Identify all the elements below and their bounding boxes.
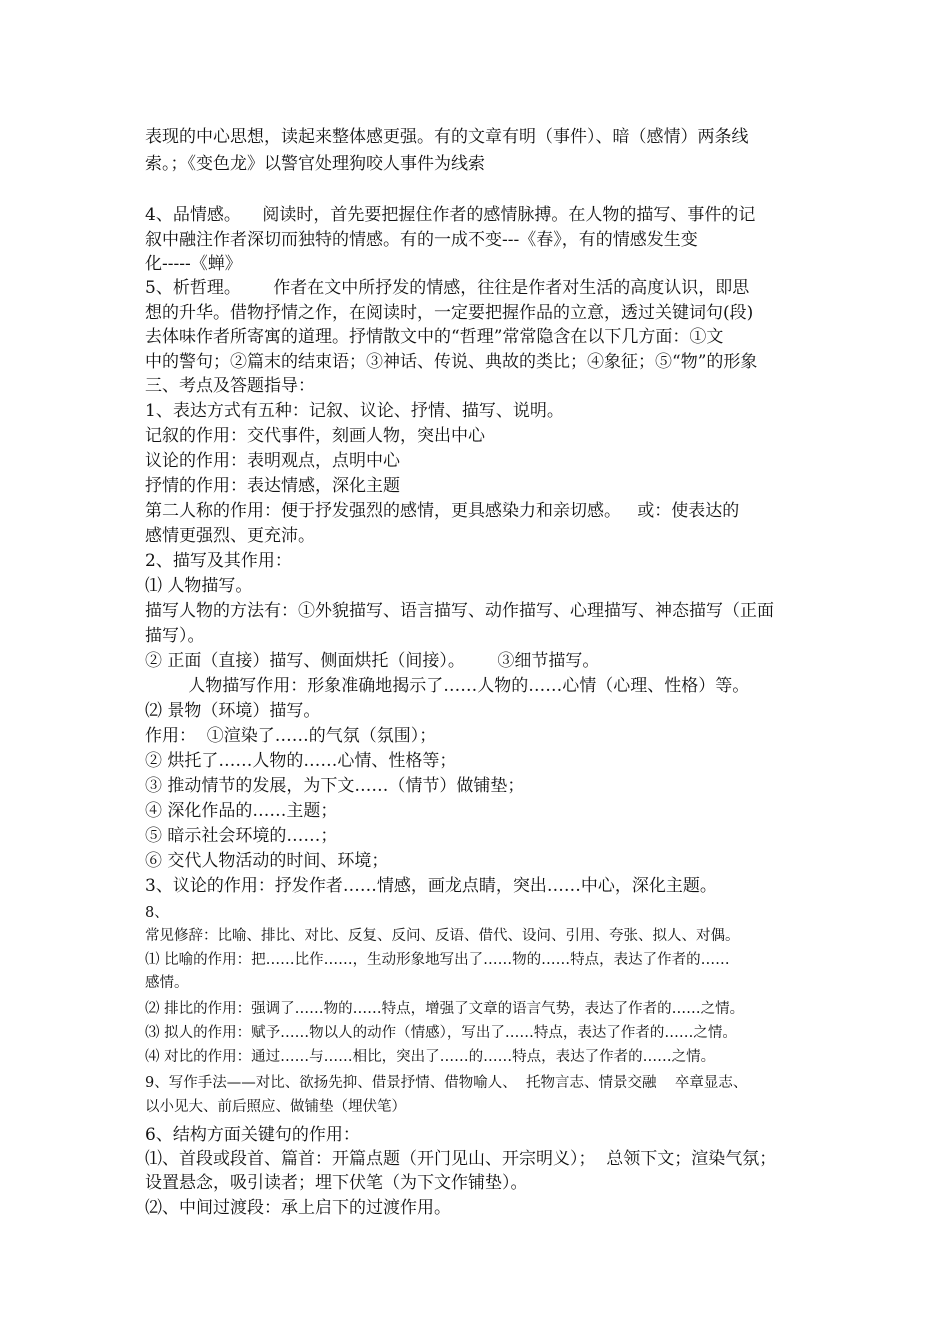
text-line: 表现的中心思想，读起来整体感更强。有的文章有明（事件）、暗（感情）两条线 bbox=[145, 127, 749, 147]
text-line: 感情。 bbox=[145, 975, 189, 991]
text-line: 9、写作手法——对比、欲扬先抑、借景抒情、借物喻人、 托物言志、情景交融 卒章显志、 bbox=[145, 1075, 748, 1091]
text-line: ④ 深化作品的……主题； bbox=[145, 801, 338, 821]
text-line: 索。；《变色龙》以警官处理狗咬人事件为线索 bbox=[145, 154, 485, 174]
text-line: 作用： ①渲染了……的气氛（氛围）； bbox=[145, 726, 437, 746]
text-line: 3、议论的作用：抒发作者……情感，画龙点睛，突出……中心，深化主题。 bbox=[145, 876, 717, 896]
text-line: 2、描写及其作用： bbox=[145, 551, 292, 571]
text-line: 设置悬念，吸引读者；埋下伏笔（为下文作铺垫）。 bbox=[145, 1173, 528, 1193]
text-line: 抒情的作用：表达情感，深化主题 bbox=[145, 476, 400, 496]
text-line: 议论的作用：表明观点，点明中心 bbox=[145, 451, 400, 471]
text-line: 6、结构方面关键句的作用： bbox=[145, 1125, 360, 1145]
text-line: ⑶ 拟人的作用：赋予……物以人的动作（情感），写出了……特点，表达了作者的……之情。 bbox=[145, 1025, 737, 1041]
text-line: ⑵ 排比的作用：强调了……物的……特点，增强了文章的语言气势，表达了作者的……之情。 bbox=[145, 1001, 745, 1017]
text-line: ⑴ 人物描写。 bbox=[145, 576, 253, 596]
text-line: 描写）。 bbox=[145, 626, 205, 646]
text-line: 记叙的作用：交代事件，刻画人物，突出中心 bbox=[145, 426, 485, 446]
text-line: 8、 bbox=[145, 905, 169, 921]
section-heading: 三、考点及答题指导： bbox=[145, 376, 315, 396]
text-line: 去体味作者所寄寓的道理。抒情散文中的“哲理”常常隐含在以下几方面：①文 bbox=[145, 327, 724, 347]
text-line: 5、析哲理。 作者在文中所抒发的情感，往往是作者对生活的高度认识，即思 bbox=[145, 278, 750, 298]
text-line: ⑤ 暗示社会环境的……； bbox=[145, 826, 338, 846]
text-line: 人物描写作用：形象准确地揭示了……人物的……心情（心理、性格）等。 bbox=[145, 676, 750, 696]
text-line: ⑵ 景物（环境）描写。 bbox=[145, 701, 321, 721]
text-line: 想的升华。借物抒情之作，在阅读时，一定要把握作品的立意，透过关键词句(段) bbox=[145, 303, 754, 323]
text-line: 感情更强烈、更充沛。 bbox=[145, 526, 315, 546]
text-line: 叙中融注作者深切而独特的情感。有的一成不变---《春》，有的情感发生变 bbox=[145, 230, 698, 250]
text-line: ⑴、首段或段首、篇首：开篇点题（开门见山、开宗明义）； 总领下文；渲染气氛； bbox=[145, 1149, 777, 1169]
text-line: 4、品情感。 阅读时，首先要把握住作者的感情脉搏。在人物的描写、事件的记 bbox=[145, 205, 756, 225]
text-line: 1、表达方式有五种：记叙、议论、抒情、描写、说明。 bbox=[145, 401, 564, 421]
text-line: 常见修辞：比喻、排比、对比、反复、反问、反语、借代、设问、引用、夸张、拟人、对偶。 bbox=[145, 928, 740, 944]
text-line: ⑴ 比喻的作用：把……比作……，生动形象地写出了……物的……特点，表达了作者的…… bbox=[145, 952, 730, 968]
text-line: ⑵、中间过渡段：承上启下的过渡作用。 bbox=[145, 1198, 451, 1218]
text-line: ⑷ 对比的作用：通过……与……相比，突出了……的……特点，表达了作者的……之情。 bbox=[145, 1049, 716, 1065]
text-line: 第二人称的作用：便于抒发强烈的感情，更具感染力和亲切感。 或：使表达的 bbox=[145, 501, 740, 521]
text-line: ③ 推动情节的发展，为下文……（情节）做铺垫； bbox=[145, 776, 525, 796]
text-line: ⑥ 交代人物活动的时间、环境； bbox=[145, 851, 389, 871]
text-line: 化-----《蝉》 bbox=[145, 254, 242, 274]
text-line: 以小见大、前后照应、做铺垫（埋伏笔） bbox=[145, 1099, 406, 1115]
text-line: 描写人物的方法有：①外貌描写、语言描写、动作描写、心理描写、神态描写（正面 bbox=[145, 601, 774, 621]
text-line: ② 烘托了……人物的……心情、性格等； bbox=[145, 751, 457, 771]
text-line: 中的警句；②篇末的结束语；③神话、传说、典故的类比；④象征；⑤“物”的形象 bbox=[145, 352, 758, 372]
text-line: ② 正面（直接）描写、侧面烘托（间接）。 ③细节描写。 bbox=[145, 651, 600, 671]
